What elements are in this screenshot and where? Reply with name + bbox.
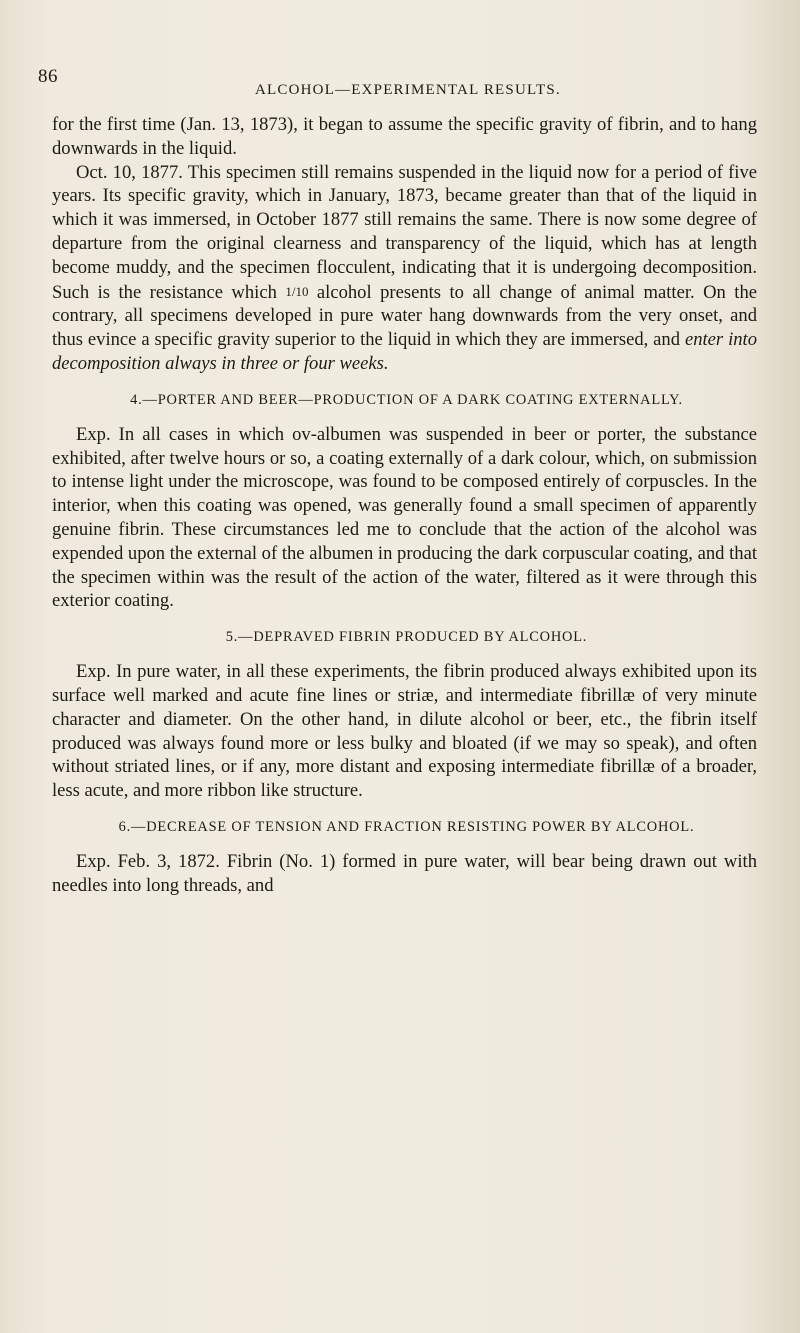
paragraph-exp-porter-beer: Exp. In all cases in which ov-albumen was suspended in beer or porter, the substance exhibited, after twelve hours or so, a coating externally of a dark colour, which, on submission to intense light under the microscope, was found to be composed entirely of corpuscles. In the interior, when this coating was opened, was generally found a small specimen of apparently genuine fibrin. These circumstances led me to conclude that the action of the alcohol was expended upon the external of the albumen in producing the dark corpuscular coating, and that the specimen within was the result of the action of the water, filtered as it were through this exterior coating.: [52, 423, 757, 612]
paragraph-oct-1877-italic: enter into decomposition always in three or four weeks.: [52, 329, 758, 374]
body-text: [52, 113, 757, 898]
running-head: ALCOHOL—EXPERIMENTAL RESULTS.: [255, 82, 561, 98]
paragraph-continuation: for the first time (Jan. 13, 1873), it began to assume the specific gravity of fibrin, and to hang downwards in the liquid.: [52, 114, 757, 159]
page-number: 86: [38, 66, 58, 87]
paragraph-oct-1877-part-a: Oct. 10, 1877. This specimen still remains suspended in the liquid now for a period of five years. Its specific gravity, which in January, 1873, became greater than that of the liquid in which it was immersed, in October 1877 still remains the same. There is now some degree of departure from the original clearness and transparency of the liquid, which has at length become muddy, and the specimen flocculent, indicating that it is undergoing decomposition. Such is the resistance which: [52, 161, 757, 303]
page-header: [0, 66, 800, 96]
paragraph-exp-depraved-fibrin: Exp. In pure water, in all these experiments, the fibrin produced always exhibited upon its surface well marked and acute fine lines or striæ, and intermediate fibrillæ of very minute character and diameter. On the other hand, in dilute alcohol or beer, etc., the fibrin itself produced was always found more or less bulky and bloated (if we may so speak), and often without striated lines, or if any, more distant and exposing intermediate fibrillæ of a broader, less acute, and more ribbon like structure.: [52, 661, 757, 802]
paragraph-oct-1877-part-b: alcohol presents to all change of animal matter. On the contrary, all specimens developed in pure water hang downwards from the very onset, and thus evince a specific gravity superior to the liquid in which they are immersed, and: [52, 281, 757, 351]
paragraph-exp-feb-1872: Exp. Feb. 3, 1872. Fibrin (No. 1) formed in pure water, will bear being drawn out with needles into long threads, and: [52, 850, 757, 896]
section-heading-6: 6.—DECREASE OF TENSION AND FRACTION RESISTING POWER BY ALCOHOL.: [118, 818, 695, 835]
section-heading-5: 5.—DEPRAVED FIBRIN PRODUCED BY ALCOHOL.: [225, 629, 588, 646]
paragraph-oct-1877: [52, 161, 757, 376]
fraction-one-tenth: 1/10: [285, 283, 309, 299]
section-heading-4: 4.—PORTER AND BEER—PRODUCTION OF A DARK COATING EXTERNALLY.: [130, 391, 683, 408]
